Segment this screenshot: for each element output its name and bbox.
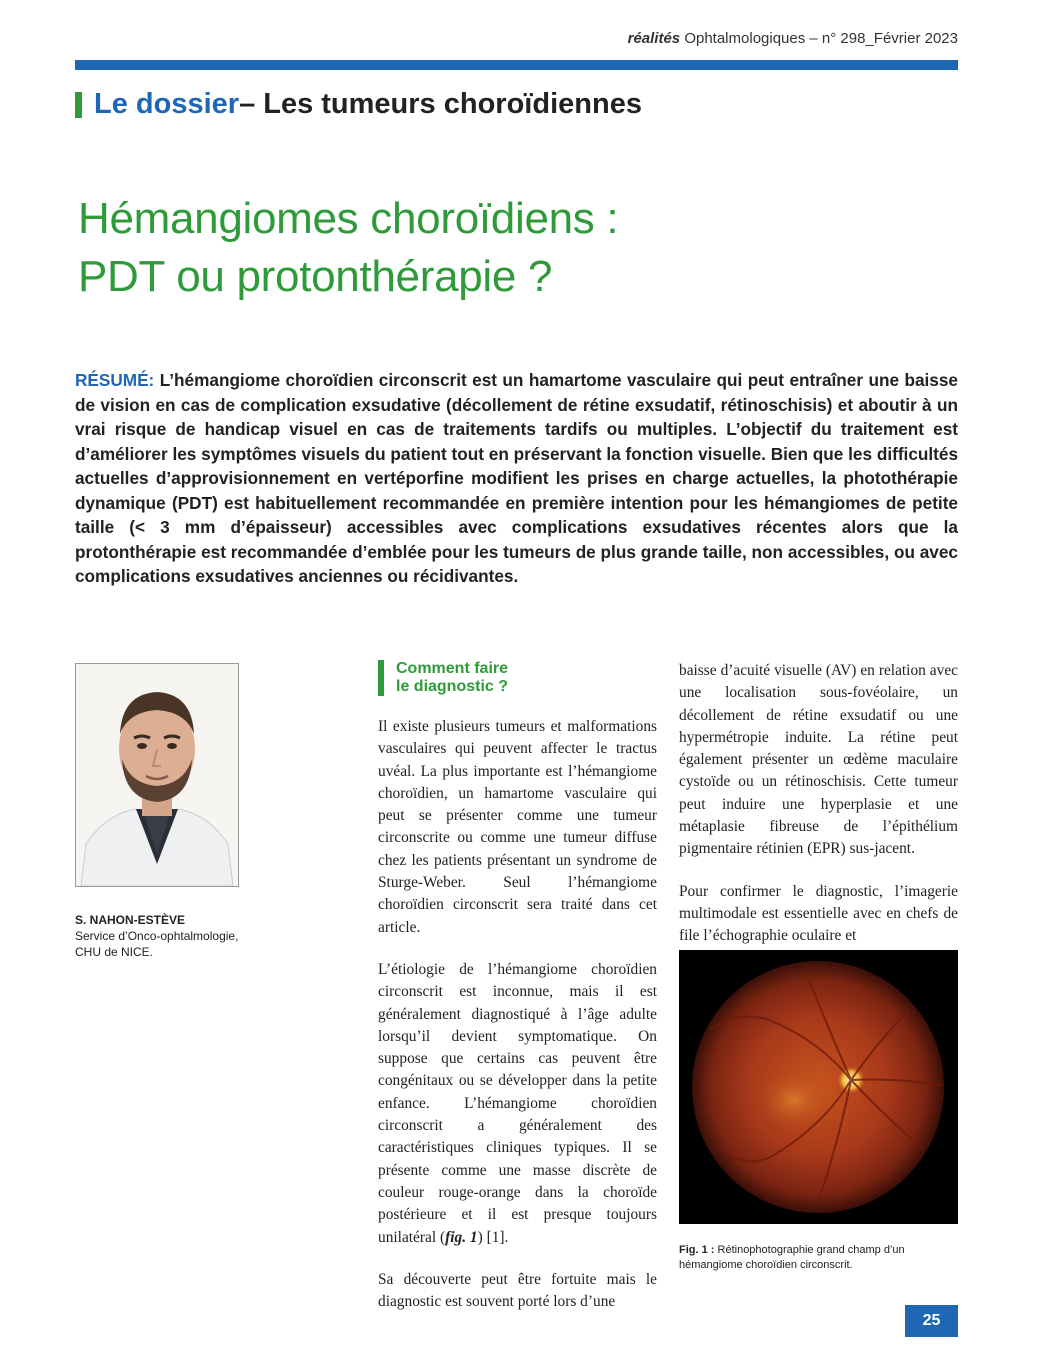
author-name: S. NAHON-ESTÈVE [75,913,186,927]
figure-caption-text: Rétinophotographie grand champ d’un hémangiome choroïdien circonscrit. [679,1244,905,1271]
subsection-heading [378,660,657,696]
body-paragraph: Pour confirmer le diagnostic, l’imagerie multimodale est essentielle avec en chefs de file l’échographie oculaire et [679,882,958,945]
author-affiliation-1: Service d’Onco-ophtalmologie, [75,929,239,943]
body-paragraph [378,959,657,1249]
page-number: 25 [905,1305,958,1337]
abstract [75,368,958,589]
figure-1-fundus-photo [679,950,958,1224]
section-topic: – Les tumeurs choroïdiennes [239,88,642,120]
section-keyword: Le dossier [94,88,240,120]
subsection-heading-line1: Comment faire [396,660,509,677]
header-rule [75,60,958,70]
body-paragraph: Il existe plusieurs tumeurs et malformations vasculaires qui peuvent affecter le tractus uvéal. La plus importante est l’hémangiome choroïdien, un hamartome vasculaire qui peut se présenter comme une tumeur circonscrite ou comme une tumeur diffuse chez les patients présentant un syndrome de Sturge-Weber. Seul l’hémangiome choroïdien circonscrit sera traité dans cet article. [378,718,657,936]
abstract-label: RÉSUMÉ: [75,370,155,390]
abstract-text: L’hémangiome choroïdien circonscrit est un hamartome vasculaire qui peut entraîner une baisse de vision en cas de complication exsudative (décollement de rétine exsudatif, rétinoschisis) et aboutir à un vrai risque de handicap visuel en cas de traitements tardifs ou multiples. L’objectif du traitement est d’améliorer les symptômes visuels du patient tout en préservant la fonction visuelle. Bien que les difficultés actuelles d’approvisionnement en vertéporfine modifient les prises en charge actuelles, la photothérapie dynamique (PDT) est habituellement recommandée en première intention pour les hémangiomes de petite taille (< 3 mm d’épaisseur) accessibles avec complications exsudatives récentes alors que la protonthérapie est recommandée d’emblée pour les tumeurs de plus grande taille, non accessibles, ou avec complications exsudatives anciennes ou récidivantes. [75,370,958,586]
body-paragraph: Sa découverte peut être fortuite mais le diagnostic est souvent porté lors d’une [378,1270,657,1311]
subsection-heading-line2: le diagnostic ? [396,678,509,695]
retina-image [679,950,958,1224]
figure-caption [679,1243,959,1273]
author-block [75,912,275,960]
body-text: ) [1]. [477,1228,509,1246]
running-header [628,30,958,47]
subsection-heading-text [396,660,508,696]
body-text: L’étiologie de l’hémangiome choroïdien circonscrit est inconnue, mais il est généralement diagnostiqué à l’âge adulte lorsqu’il devient symptomatique. On suppose que certains cas peuvent être congénitaux ou se développer dans la petite enfance. L’hémangiome choroïdien circonscrit a généralement des caractéristiques cliniques typiques. Il se présente comme une masse discrète de couleur rouge-orange dans la choroïde postérieure et il est presque toujours unilatéral ( [378,960,657,1246]
author-affiliation-2: CHU de NICE. [75,945,154,959]
journal-issue: Ophtalmologiques – n° 298_Février 2023 [680,30,958,47]
journal-brand: réalités [627,30,681,47]
section-title [75,88,642,121]
article-title-line2: PDT ou protonthérapie ? [78,252,553,301]
body-paragraph: baisse d’acuité visuelle (AV) en relation avec une localisation sous-fovéolaire, un décollement de rétine exsudatif ou une hypermétropie induite. La rétine peut également présenter un œdème maculaire cystoïde ou un rétinoschisis. Cette tumeur peut induire une hyperplasie et une métaplasie fibreuse de l’épithélium pigmentaire rétinien (EPR) sus-jacent. [679,662,958,858]
subsection-marker [378,660,384,696]
body-column-3 [679,660,958,968]
article-title [78,190,618,306]
article-title-line1: Hémangiomes choroïdiens : [78,194,619,243]
author-portrait-image [76,664,238,886]
figure-label: Fig. 1 : [679,1244,715,1256]
section-marker [75,92,82,118]
author-photo [75,663,239,887]
body-column-2 [378,660,657,1333]
figure-reference: fig. 1 [445,1228,478,1246]
